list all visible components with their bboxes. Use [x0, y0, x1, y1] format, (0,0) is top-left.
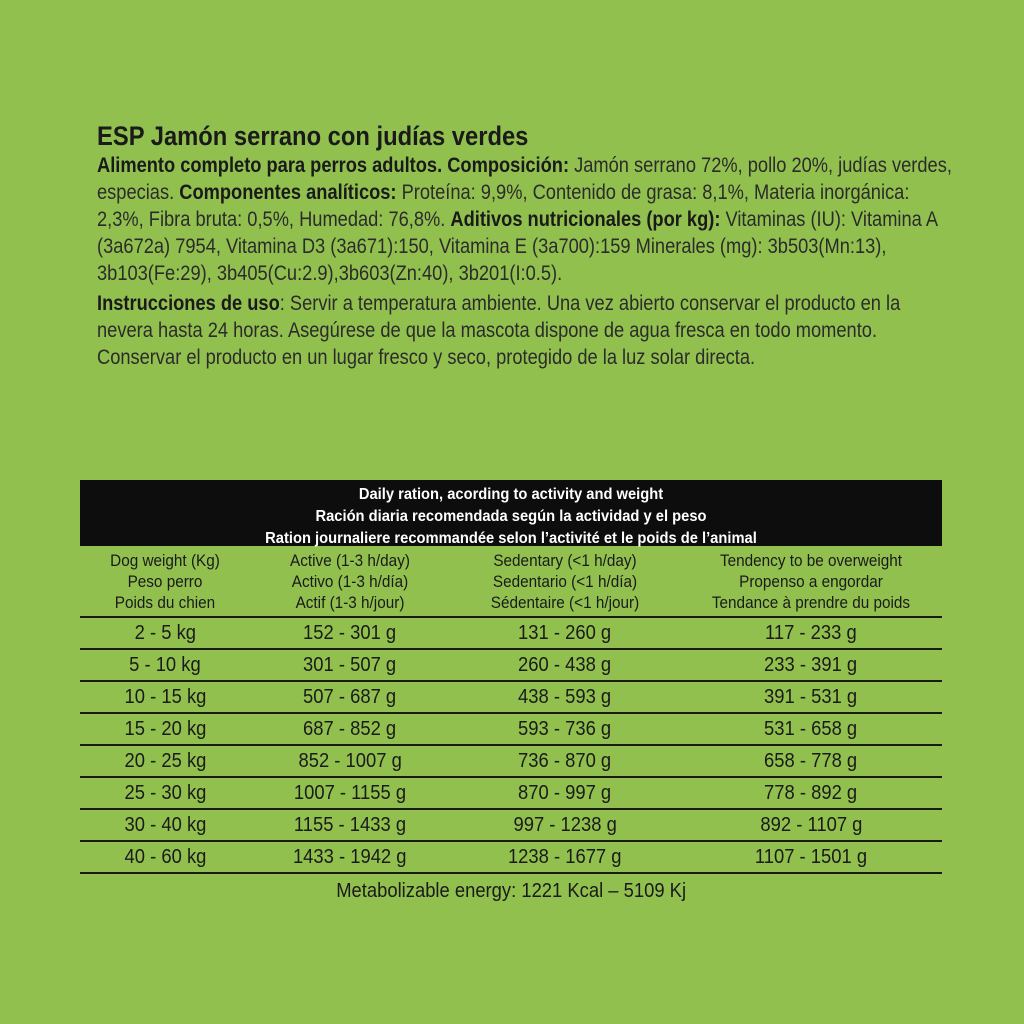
table-cell: 30 - 40 kg — [124, 813, 206, 836]
column-header-line: Sédentaire (<1 h/jour) — [490, 592, 640, 612]
column-header-weight — [80, 550, 250, 613]
column-header-line: Propenso a engordar — [739, 571, 883, 591]
column-header-line: Active (1-3 h/day) — [290, 550, 410, 570]
table-cell: 507 - 687 g — [303, 685, 397, 708]
daily-ration-table — [80, 480, 942, 904]
table-cell: 438 - 593 g — [518, 685, 612, 708]
table-cell: 1155 - 1433 g — [293, 813, 407, 836]
table-cell: 301 - 507 g — [303, 653, 397, 676]
table-row — [80, 650, 942, 682]
table-cell: 687 - 852 g — [303, 717, 397, 740]
table-cell: 152 - 301 g — [303, 621, 397, 644]
column-header-line: Sedentario (<1 h/día) — [492, 571, 638, 591]
table-cell: 2 - 5 kg — [134, 621, 196, 644]
column-header-line: Actif (1-3 h/jour) — [295, 592, 405, 612]
table-cell: 233 - 391 g — [764, 653, 858, 676]
table-row — [80, 778, 942, 810]
instructions-paragraph — [97, 290, 958, 371]
instructions-text: : Servir a temperatura ambiente. Una vez abierto conservar el producto en la nevera hasta 24 horas. Asegúrese de que la mascota dispone de agua fresca en todo momento. Conservar el producto en un lugar fresco y seco, protegido de la luz solar directa. — [97, 292, 901, 369]
column-header-line: Tendency to be overweight — [719, 550, 903, 570]
analytical-heading: Componentes analíticos: — [179, 181, 397, 204]
table-cell: 736 - 870 g — [518, 749, 612, 772]
analytical-text: Proteína: 9,9%, Contenido de grasa: 8,1%, Materia inorgánica: 2,3%, Fibra bruta: 0,5%, Humedad: 76,8%. — [97, 181, 910, 231]
metabolizable-energy — [80, 878, 942, 904]
column-header-line: Poids du chien — [114, 592, 216, 612]
table-cell: 1007 - 1155 g — [293, 781, 407, 804]
table-row — [80, 842, 942, 874]
table-cell: 870 - 997 g — [518, 781, 612, 804]
composition-heading: Composición: — [447, 154, 570, 177]
column-headers — [80, 546, 942, 618]
table-row — [80, 682, 942, 714]
product-label-text — [97, 120, 957, 371]
table-cell: 1238 - 1677 g — [508, 845, 622, 868]
column-header-active — [250, 550, 450, 613]
column-header-line: Activo (1-3 h/día) — [291, 571, 409, 591]
table-cell: 15 - 20 kg — [124, 717, 206, 740]
table-cell: 5 - 10 kg — [129, 653, 201, 676]
table-cell: 852 - 1007 g — [298, 749, 402, 772]
column-header-line: Tendance à prendre du poids — [711, 592, 911, 612]
table-cell: 778 - 892 g — [764, 781, 858, 804]
table-cell: 40 - 60 kg — [124, 845, 206, 868]
table-cell: 892 - 1107 g — [760, 813, 862, 836]
product-title — [97, 120, 854, 152]
product-description: Alimento completo para perros adultos. — [97, 154, 443, 177]
table-cell: 117 - 233 g — [765, 621, 857, 644]
table-cell: 658 - 778 g — [764, 749, 858, 772]
table-title-es: Ración diaria recomendada según la actividad y el peso — [315, 508, 707, 525]
table-cell: 10 - 15 kg — [124, 685, 206, 708]
table-title-fr: Ration journaliere recommandée selon l’activité et le poids de l’animal — [265, 530, 757, 547]
table-cell: 1433 - 1942 g — [293, 845, 407, 868]
table-title-en: Daily ration, acording to activity and weight — [358, 486, 664, 503]
instructions-heading: Instrucciones de uso — [97, 292, 280, 315]
table-row — [80, 618, 942, 650]
table-cell: 531 - 658 g — [764, 717, 858, 740]
table-cell: 1107 - 1501 g — [754, 845, 868, 868]
additives-text: Vitaminas (IU): Vitamina A (3a672a) 7954, Vitamina D3 (3a671):150, Vitamina E (3a700):159 Minerales (mg): 3b503(Mn:13), 3b103(Fe:29), 3b405(Cu:2.9),3b603(Zn:40), 3b201(I:0.5). — [97, 208, 938, 285]
table-cell: 391 - 531 g — [764, 685, 858, 708]
table-row — [80, 714, 942, 746]
additives-heading: Aditivos nutricionales (por kg): — [450, 208, 721, 231]
table-cell: 260 - 438 g — [518, 653, 612, 676]
table-cell: 593 - 736 g — [518, 717, 612, 740]
table-row — [80, 746, 942, 778]
energy-text: Metabolizable energy: 1221 Kcal – 5109 Kj — [336, 880, 686, 902]
column-header-sedentary — [450, 550, 680, 613]
table-cell: 25 - 30 kg — [124, 781, 206, 804]
column-header-overweight — [680, 550, 942, 613]
table-cell: 997 - 1238 g — [513, 813, 617, 836]
language-code: ESP — [97, 121, 145, 151]
column-header-line: Sedentary (<1 h/day) — [493, 550, 637, 570]
column-header-line: Dog weight (Kg) — [110, 550, 220, 570]
table-row — [80, 810, 942, 842]
table-cell: 20 - 25 kg — [124, 749, 206, 772]
table-cell: 131 - 260 g — [518, 621, 612, 644]
composition-text: Jamón serrano 72%, pollo 20%, judías verdes, especias. — [97, 154, 952, 204]
product-name: Jamón serrano con judías verdes — [150, 121, 529, 151]
composition-paragraph — [97, 152, 958, 287]
column-header-line: Peso perro — [127, 571, 203, 591]
table-title — [80, 480, 942, 546]
